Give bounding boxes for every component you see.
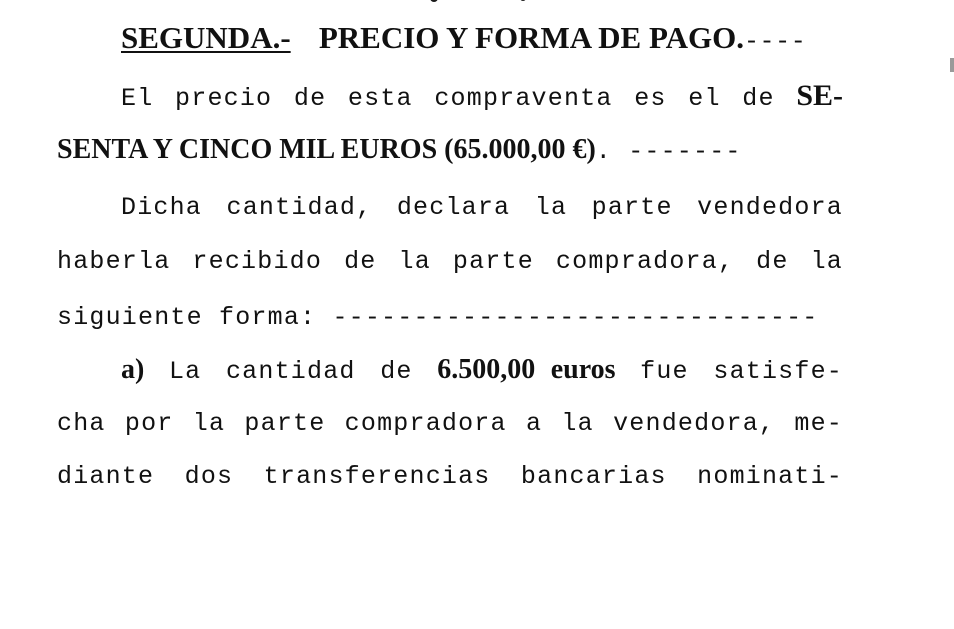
item-letter: a): [121, 354, 145, 385]
amount-value: 6.500,00 euros: [437, 354, 616, 385]
price-intro-text: El precio de esta compraventa es el de: [121, 84, 775, 113]
heading-dashes: ----: [743, 27, 807, 56]
cropped-text-fragment: [430, 0, 438, 2]
clause-title: PRECIO Y FORMA DE PAGO.: [318, 20, 744, 55]
page-edge-mark: [950, 58, 954, 72]
paragraph-line: [57, 134, 843, 168]
paragraph-line: [57, 354, 843, 388]
paragraph-line: diante dos transferencias bancarias nominati-: [57, 462, 843, 491]
price-line-dashes: . -------: [595, 137, 742, 166]
paragraph-line: cha por la parte compradora a la vendedora, me-: [57, 409, 843, 438]
price-words-start: SE-: [796, 79, 844, 112]
cropped-text-fragment: [520, 0, 526, 1]
amount-intro-text: La cantidad de: [168, 357, 413, 386]
clause-number: SEGUNDA.-: [121, 20, 291, 55]
paragraph-line: haberla recibido de la parte compradora, de la: [57, 247, 843, 276]
price-words: SENTA Y CINCO MIL EUROS (65.000,00 €): [57, 134, 596, 165]
paragraph-line: siguiente forma: ------------------------------: [57, 303, 819, 332]
clause-heading: [57, 22, 843, 58]
paragraph-line: Dicha cantidad, declara la parte vendedora: [121, 193, 843, 222]
paragraph-line: [57, 80, 843, 115]
amount-tail-text: fue satisfe-: [640, 357, 843, 386]
